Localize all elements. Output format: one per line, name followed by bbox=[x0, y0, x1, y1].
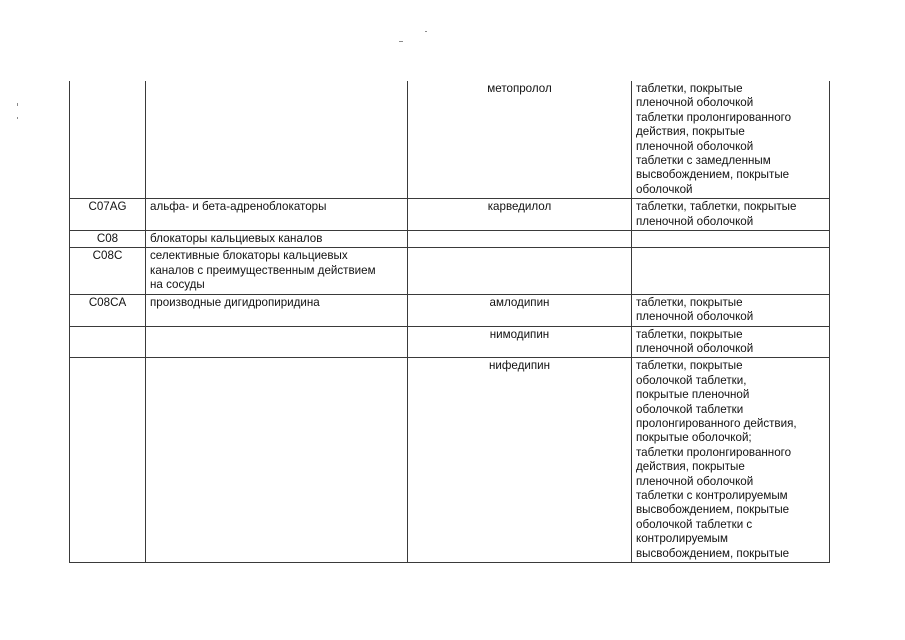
dosage-form-line: оболочкой таблетки bbox=[636, 402, 744, 416]
dosage-form-line: таблетки, покрытые bbox=[636, 82, 743, 95]
dosage-form-line: действия, покрытые bbox=[636, 460, 745, 474]
atc-code-cell bbox=[70, 81, 146, 199]
pharmacological-group-line: на сосуды bbox=[150, 278, 205, 292]
dosage-form-cell bbox=[632, 231, 830, 248]
drug-name: нифедипин bbox=[488, 359, 550, 373]
dosage-form-line: пленочной оболочкой bbox=[636, 214, 754, 228]
drug-name-cell bbox=[408, 81, 632, 199]
drug-name-cell bbox=[408, 326, 632, 358]
dosage-form-cell bbox=[632, 358, 830, 563]
pharmacological-group-line: блокаторы кальциевых каналов bbox=[150, 232, 323, 246]
dosage-form-line: пленочной оболочкой bbox=[636, 96, 754, 110]
table-body bbox=[70, 81, 830, 563]
drug-name-cell bbox=[408, 248, 632, 294]
medicines-table bbox=[69, 81, 830, 563]
atc-code-cell bbox=[70, 248, 146, 294]
dosage-form-line: таблетки, покрытые bbox=[636, 359, 743, 373]
drug-name: нимодипин bbox=[489, 327, 550, 341]
dosage-form-cell bbox=[632, 248, 830, 294]
drug-name-cell bbox=[408, 358, 632, 563]
dosage-form-line: оболочкой таблетки, bbox=[636, 373, 747, 387]
dosage-form-line: пленочной оболочкой bbox=[636, 310, 754, 324]
atc-code-cell bbox=[70, 294, 146, 326]
atc-code-cell bbox=[70, 231, 146, 248]
drug-name-cell bbox=[408, 294, 632, 326]
drug-name bbox=[412, 249, 627, 263]
atc-code: C08CA bbox=[88, 295, 127, 309]
atc-code bbox=[74, 82, 141, 96]
dosage-form-line: покрытые пленочной bbox=[636, 388, 750, 402]
pharmacological-group-line: каналов с преимущественным действием bbox=[150, 263, 376, 277]
dosage-form-line: высвобождением, покрытые bbox=[636, 168, 790, 182]
atc-code bbox=[74, 328, 141, 342]
scan-speck bbox=[425, 31, 427, 32]
dosage-form-line: пленочной оболочкой bbox=[636, 139, 754, 153]
pharmacological-group-cell bbox=[146, 231, 408, 248]
scan-speck bbox=[17, 117, 18, 119]
table-row bbox=[70, 294, 830, 326]
atc-code: C08 bbox=[96, 232, 119, 246]
drug-name: метопролол bbox=[487, 82, 552, 95]
atc-code-cell bbox=[70, 199, 146, 231]
atc-code-cell bbox=[70, 326, 146, 358]
drug-name-cell bbox=[408, 199, 632, 231]
atc-code: C08C bbox=[92, 249, 123, 263]
drug-name: амлодипин bbox=[489, 295, 550, 309]
dosage-form-line: таблетки, покрытые bbox=[636, 327, 743, 341]
drug-name bbox=[412, 232, 627, 246]
scan-speck bbox=[17, 103, 18, 106]
drug-name: карведилол bbox=[487, 200, 552, 214]
drug-name-cell bbox=[408, 231, 632, 248]
atc-code bbox=[74, 359, 141, 373]
dosage-form-line: таблетки, таблетки, покрытые bbox=[636, 200, 797, 214]
dosage-form-line: оболочкой bbox=[636, 182, 693, 196]
scan-speck bbox=[399, 41, 403, 42]
dosage-form-line: высвобождением, покрытые bbox=[636, 503, 790, 517]
dosage-form-line: таблетки пролонгированного bbox=[636, 110, 792, 124]
dosage-form-line: действия, покрытые bbox=[636, 125, 745, 139]
dosage-form-cell bbox=[632, 199, 830, 231]
dosage-form-line: пленочной оболочкой bbox=[636, 474, 754, 488]
pharmacological-group-cell bbox=[146, 248, 408, 294]
table-row bbox=[70, 358, 830, 563]
pharmacological-group-cell bbox=[146, 81, 408, 199]
dosage-form-line: покрытые оболочкой; bbox=[636, 431, 752, 445]
medicines-table-container bbox=[69, 81, 829, 563]
pharmacological-group-line: селективные блокаторы кальциевых bbox=[150, 249, 348, 263]
dosage-form-line: пролонгированного действия, bbox=[636, 416, 797, 430]
pharmacological-group-line: производные дигидропиридина bbox=[150, 295, 320, 309]
dosage-form-cell bbox=[632, 81, 830, 199]
atc-code: C07AG bbox=[88, 200, 127, 214]
pharmacological-group-cell bbox=[146, 294, 408, 326]
table-row bbox=[70, 199, 830, 231]
dosage-form-line: пленочной оболочкой bbox=[636, 341, 754, 355]
table-row bbox=[70, 326, 830, 358]
table-row bbox=[70, 248, 830, 294]
pharmacological-group-cell bbox=[146, 326, 408, 358]
pharmacological-group-line: альфа- и бета-адреноблокаторы bbox=[150, 200, 327, 214]
atc-code-cell bbox=[70, 358, 146, 563]
pharmacological-group-cell bbox=[146, 358, 408, 563]
dosage-form-cell bbox=[632, 294, 830, 326]
dosage-form-line: высвобождением, покрытые bbox=[636, 546, 790, 560]
dosage-form-line: контролируемым bbox=[636, 532, 728, 546]
dosage-form-line: таблетки с контролируемым bbox=[636, 488, 788, 502]
dosage-form-line: оболочкой таблетки с bbox=[636, 517, 753, 531]
table-row bbox=[70, 231, 830, 248]
dosage-form-line: таблетки, покрытые bbox=[636, 295, 743, 309]
pharmacological-group-cell bbox=[146, 199, 408, 231]
dosage-form-cell bbox=[632, 326, 830, 358]
dosage-form-line: таблетки с замедленным bbox=[636, 154, 771, 168]
dosage-form-line: таблетки пролонгированного bbox=[636, 445, 792, 459]
table-row bbox=[70, 81, 830, 199]
